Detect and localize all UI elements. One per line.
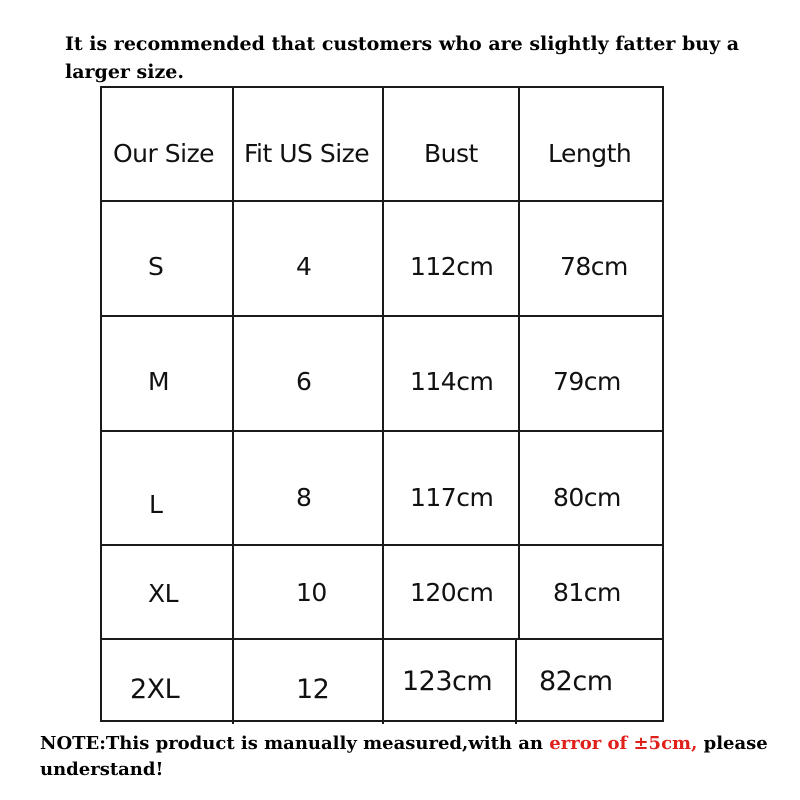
cell-size: XL: [148, 579, 179, 608]
cell-length: 78cm: [560, 252, 628, 281]
cell-size: 2XL: [130, 674, 180, 705]
header-bust: Bust: [424, 139, 478, 168]
note-closing: please understand!: [40, 733, 768, 780]
header-our-size: Our Size: [113, 139, 215, 168]
cell-length: 82cm: [539, 666, 613, 697]
cell-us-size: 4: [296, 252, 312, 281]
table-divider: [515, 640, 517, 724]
cell-size: L: [149, 490, 163, 519]
cell-size: S: [148, 252, 164, 281]
cell-us-size: 6: [296, 367, 312, 396]
cell-bust: 112cm: [410, 252, 494, 281]
cell-us-size: 10: [296, 578, 327, 607]
cell-length: 79cm: [553, 367, 621, 396]
cell-length: 80cm: [553, 483, 621, 512]
cell-size: M: [148, 367, 170, 396]
note-text: NOTE:This product is manually measured,with an: [40, 733, 550, 754]
header-fit-us-size: Fit US Size: [244, 139, 370, 168]
header-length: Length: [548, 139, 632, 168]
table-divider: [232, 88, 234, 640]
cell-bust: 114cm: [410, 367, 494, 396]
cell-length: 81cm: [553, 578, 621, 607]
cell-bust: 117cm: [410, 483, 494, 512]
size-chart-table: [100, 86, 664, 722]
table-divider: [518, 88, 520, 640]
cell-us-size: 8: [296, 483, 312, 512]
table-divider: [382, 88, 384, 640]
size-recommendation: It is recommended that customers who are slightly fatter buy a larger size.: [65, 33, 740, 83]
table-divider: [232, 640, 234, 724]
table-divider: [382, 640, 384, 724]
cell-bust: 123cm: [402, 666, 493, 697]
measurement-note: [40, 731, 780, 783]
cell-us-size: 12: [296, 674, 330, 705]
cell-bust: 120cm: [410, 578, 494, 607]
error-margin: error of ±5cm,: [549, 733, 698, 754]
